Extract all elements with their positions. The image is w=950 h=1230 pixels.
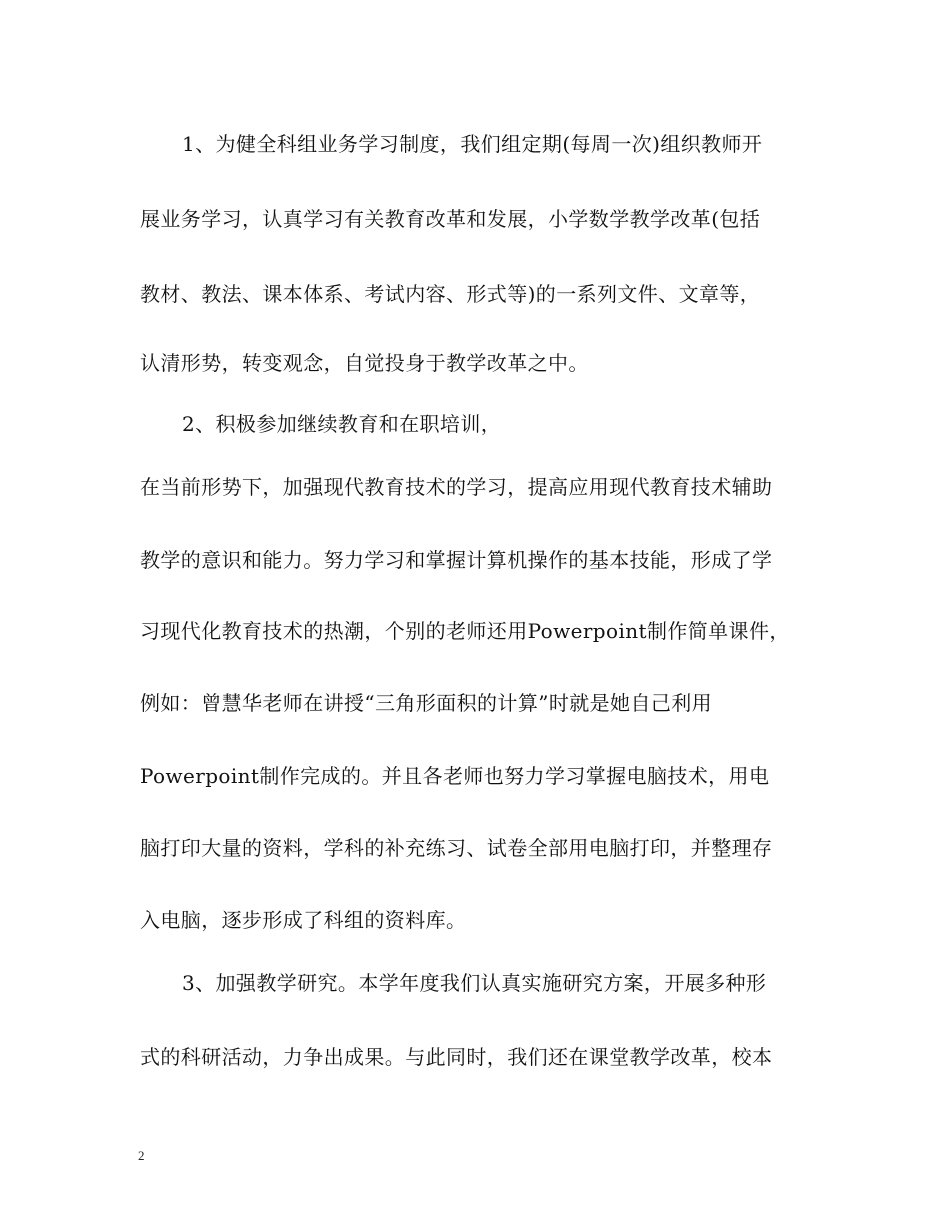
text-line: 习现代化教育技术的热潮，个别的老师还用Powerpoint制作简单课件， <box>140 619 790 643</box>
text-line: 教材、教法、课本体系、考试内容、形式等)的一系列文件、文章等， <box>140 282 761 306</box>
text-line: 3、加强教学研究。本学年度我们认真实施研究方案，开展多种形 <box>182 971 767 995</box>
text-line: Powerpoint制作完成的。并且各老师也努力学习掌握电脑技术，用电 <box>140 764 770 788</box>
text-line: 认清形势，转变观念，自觉投身于教学改革之中。 <box>140 351 589 375</box>
text-line: 在当前形势下，加强现代教育技术的学习，提高应用现代教育技术辅助 <box>140 475 773 499</box>
text-line: 2、积极参加继续教育和在职培训， <box>182 412 502 436</box>
text-line: 展业务学习，认真学习有关教育改革和发展，小学数学教学改革(包括 <box>140 207 761 231</box>
text-line: 入电脑，逐步形成了科组的资料库。 <box>140 908 467 932</box>
text-line: 1、为健全科组业务学习制度，我们组定期(每周一次)组织教师开 <box>182 132 763 156</box>
page-number: 2 <box>138 1148 145 1163</box>
text-line: 教学的意识和能力。努力学习和掌握计算机操作的基本技能，形成了学 <box>140 548 773 572</box>
text-line: 例如：曾慧华老师在讲授“三角形面积的计算”时就是她自己利用 <box>140 691 713 715</box>
text-line: 脑打印大量的资料，学科的补充练习、试卷全部用电脑打印，并整理存 <box>140 836 773 860</box>
text-line: 式的科研活动，力争出成果。与此同时，我们还在课堂教学改革，校本 <box>140 1045 773 1069</box>
